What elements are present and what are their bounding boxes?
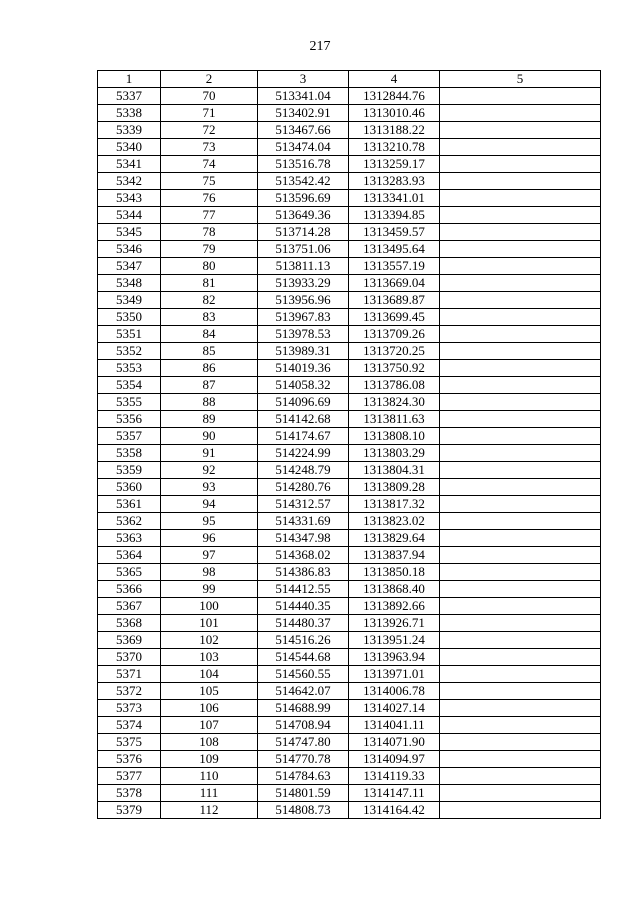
y-coordinate-cell: 1313804.31	[349, 462, 440, 479]
note-cell	[440, 564, 601, 581]
y-coordinate-cell: 1313824.30	[349, 394, 440, 411]
note-cell	[440, 768, 601, 785]
point-number-cell: 5365	[98, 564, 161, 581]
y-coordinate-cell: 1313951.24	[349, 632, 440, 649]
x-coordinate-cell: 513956.96	[258, 292, 349, 309]
point-number-cell: 5356	[98, 411, 161, 428]
x-coordinate-cell: 513751.06	[258, 241, 349, 258]
y-coordinate-cell: 1313850.18	[349, 564, 440, 581]
note-cell	[440, 309, 601, 326]
index-cell: 81	[161, 275, 258, 292]
point-number-cell: 5374	[98, 717, 161, 734]
y-coordinate-cell: 1313868.40	[349, 581, 440, 598]
point-number-cell: 5371	[98, 666, 161, 683]
table-row	[98, 751, 601, 768]
note-cell	[440, 547, 601, 564]
note-cell	[440, 139, 601, 156]
y-coordinate-cell: 1313811.63	[349, 411, 440, 428]
note-cell	[440, 513, 601, 530]
note-cell	[440, 122, 601, 139]
point-number-cell: 5361	[98, 496, 161, 513]
x-coordinate-cell: 513474.04	[258, 139, 349, 156]
note-cell	[440, 700, 601, 717]
index-cell: 110	[161, 768, 258, 785]
note-cell	[440, 802, 601, 819]
table-row	[98, 530, 601, 547]
x-coordinate-cell: 513467.66	[258, 122, 349, 139]
y-coordinate-cell: 1313892.66	[349, 598, 440, 615]
note-cell	[440, 428, 601, 445]
note-cell	[440, 734, 601, 751]
index-cell: 111	[161, 785, 258, 802]
point-number-cell: 5366	[98, 581, 161, 598]
point-number-cell: 5346	[98, 241, 161, 258]
x-coordinate-cell: 514312.57	[258, 496, 349, 513]
note-cell	[440, 717, 601, 734]
point-number-cell: 5357	[98, 428, 161, 445]
x-coordinate-cell: 514784.63	[258, 768, 349, 785]
note-cell	[440, 343, 601, 360]
index-cell: 108	[161, 734, 258, 751]
index-cell: 95	[161, 513, 258, 530]
note-cell	[440, 530, 601, 547]
note-cell	[440, 632, 601, 649]
y-coordinate-cell: 1314041.11	[349, 717, 440, 734]
point-number-cell: 5339	[98, 122, 161, 139]
note-cell	[440, 411, 601, 428]
y-coordinate-cell: 1313823.02	[349, 513, 440, 530]
y-coordinate-cell: 1313786.08	[349, 377, 440, 394]
index-cell: 74	[161, 156, 258, 173]
y-coordinate-cell: 1313010.46	[349, 105, 440, 122]
column-header-3: 3	[258, 71, 349, 88]
note-cell	[440, 258, 601, 275]
x-coordinate-cell: 514440.35	[258, 598, 349, 615]
point-number-cell: 5379	[98, 802, 161, 819]
y-coordinate-cell: 1313809.28	[349, 479, 440, 496]
index-cell: 97	[161, 547, 258, 564]
index-cell: 87	[161, 377, 258, 394]
table-row	[98, 258, 601, 275]
x-coordinate-cell: 514770.78	[258, 751, 349, 768]
x-coordinate-cell: 514386.83	[258, 564, 349, 581]
note-cell	[440, 496, 601, 513]
index-cell: 109	[161, 751, 258, 768]
coordinates-table	[97, 70, 601, 819]
point-number-cell: 5376	[98, 751, 161, 768]
note-cell	[440, 615, 601, 632]
note-cell	[440, 105, 601, 122]
table-row	[98, 462, 601, 479]
y-coordinate-cell: 1313459.57	[349, 224, 440, 241]
x-coordinate-cell: 513402.91	[258, 105, 349, 122]
index-cell: 107	[161, 717, 258, 734]
point-number-cell: 5341	[98, 156, 161, 173]
y-coordinate-cell: 1313709.26	[349, 326, 440, 343]
point-number-cell: 5373	[98, 700, 161, 717]
table-row	[98, 513, 601, 530]
y-coordinate-cell: 1313699.45	[349, 309, 440, 326]
point-number-cell: 5370	[98, 649, 161, 666]
point-number-cell: 5369	[98, 632, 161, 649]
column-header-5: 5	[440, 71, 601, 88]
point-number-cell: 5355	[98, 394, 161, 411]
y-coordinate-cell: 1313803.29	[349, 445, 440, 462]
y-coordinate-cell: 1313808.10	[349, 428, 440, 445]
point-number-cell: 5348	[98, 275, 161, 292]
note-cell	[440, 581, 601, 598]
table-row	[98, 105, 601, 122]
point-number-cell: 5350	[98, 309, 161, 326]
point-number-cell: 5368	[98, 615, 161, 632]
index-cell: 78	[161, 224, 258, 241]
x-coordinate-cell: 514808.73	[258, 802, 349, 819]
table-row	[98, 190, 601, 207]
x-coordinate-cell: 513542.42	[258, 173, 349, 190]
y-coordinate-cell: 1313837.94	[349, 547, 440, 564]
index-cell: 101	[161, 615, 258, 632]
x-coordinate-cell: 514058.32	[258, 377, 349, 394]
table-row	[98, 241, 601, 258]
y-coordinate-cell: 1313188.22	[349, 122, 440, 139]
x-coordinate-cell: 514708.94	[258, 717, 349, 734]
x-coordinate-cell: 513649.36	[258, 207, 349, 224]
point-number-cell: 5338	[98, 105, 161, 122]
index-cell: 79	[161, 241, 258, 258]
point-number-cell: 5337	[98, 88, 161, 105]
point-number-cell: 5342	[98, 173, 161, 190]
table-row	[98, 700, 601, 717]
index-cell: 100	[161, 598, 258, 615]
point-number-cell: 5360	[98, 479, 161, 496]
index-cell: 96	[161, 530, 258, 547]
note-cell	[440, 224, 601, 241]
y-coordinate-cell: 1313971.01	[349, 666, 440, 683]
index-cell: 71	[161, 105, 258, 122]
point-number-cell: 5362	[98, 513, 161, 530]
index-cell: 93	[161, 479, 258, 496]
x-coordinate-cell: 513341.04	[258, 88, 349, 105]
point-number-cell: 5363	[98, 530, 161, 547]
x-coordinate-cell: 514516.26	[258, 632, 349, 649]
note-cell	[440, 785, 601, 802]
y-coordinate-cell: 1312844.76	[349, 88, 440, 105]
index-cell: 112	[161, 802, 258, 819]
x-coordinate-cell: 513714.28	[258, 224, 349, 241]
x-coordinate-cell: 514480.37	[258, 615, 349, 632]
point-number-cell: 5344	[98, 207, 161, 224]
y-coordinate-cell: 1313210.78	[349, 139, 440, 156]
note-cell	[440, 88, 601, 105]
note-cell	[440, 275, 601, 292]
point-number-cell: 5349	[98, 292, 161, 309]
column-header-2: 2	[161, 71, 258, 88]
y-coordinate-cell: 1313283.93	[349, 173, 440, 190]
table-row	[98, 564, 601, 581]
table-row	[98, 768, 601, 785]
table-row	[98, 88, 601, 105]
table-row	[98, 445, 601, 462]
index-cell: 90	[161, 428, 258, 445]
y-coordinate-cell: 1313341.01	[349, 190, 440, 207]
y-coordinate-cell: 1314119.33	[349, 768, 440, 785]
table-body	[98, 88, 601, 819]
x-coordinate-cell: 513516.78	[258, 156, 349, 173]
x-coordinate-cell: 513967.83	[258, 309, 349, 326]
point-number-cell: 5358	[98, 445, 161, 462]
index-cell: 99	[161, 581, 258, 598]
point-number-cell: 5372	[98, 683, 161, 700]
point-number-cell: 5367	[98, 598, 161, 615]
index-cell: 89	[161, 411, 258, 428]
note-cell	[440, 360, 601, 377]
table-row	[98, 224, 601, 241]
x-coordinate-cell: 514688.99	[258, 700, 349, 717]
x-coordinate-cell: 514544.68	[258, 649, 349, 666]
x-coordinate-cell: 513978.53	[258, 326, 349, 343]
table-row	[98, 717, 601, 734]
note-cell	[440, 241, 601, 258]
x-coordinate-cell: 514142.68	[258, 411, 349, 428]
index-cell: 91	[161, 445, 258, 462]
table-row	[98, 479, 601, 496]
point-number-cell: 5354	[98, 377, 161, 394]
x-coordinate-cell: 514412.55	[258, 581, 349, 598]
table-row	[98, 632, 601, 649]
note-cell	[440, 649, 601, 666]
page-number: 217	[309, 39, 331, 54]
point-number-cell: 5378	[98, 785, 161, 802]
index-cell: 84	[161, 326, 258, 343]
table-row	[98, 326, 601, 343]
table-row	[98, 156, 601, 173]
index-cell: 86	[161, 360, 258, 377]
point-number-cell: 5359	[98, 462, 161, 479]
column-header-1: 1	[98, 71, 161, 88]
note-cell	[440, 377, 601, 394]
x-coordinate-cell: 514747.80	[258, 734, 349, 751]
x-coordinate-cell: 513989.31	[258, 343, 349, 360]
table-row	[98, 207, 601, 224]
point-number-cell: 5364	[98, 547, 161, 564]
index-cell: 76	[161, 190, 258, 207]
point-number-cell: 5340	[98, 139, 161, 156]
point-number-cell: 5343	[98, 190, 161, 207]
x-coordinate-cell: 514347.98	[258, 530, 349, 547]
note-cell	[440, 462, 601, 479]
index-cell: 83	[161, 309, 258, 326]
table-row	[98, 377, 601, 394]
y-coordinate-cell: 1313557.19	[349, 258, 440, 275]
y-coordinate-cell: 1313926.71	[349, 615, 440, 632]
note-cell	[440, 394, 601, 411]
table-row	[98, 360, 601, 377]
y-coordinate-cell: 1313963.94	[349, 649, 440, 666]
table-row	[98, 139, 601, 156]
table-row	[98, 734, 601, 751]
table-row	[98, 275, 601, 292]
point-number-cell: 5345	[98, 224, 161, 241]
y-coordinate-cell: 1313817.32	[349, 496, 440, 513]
note-cell	[440, 173, 601, 190]
y-coordinate-cell: 1313829.64	[349, 530, 440, 547]
table-row	[98, 683, 601, 700]
point-number-cell: 5352	[98, 343, 161, 360]
table-row	[98, 666, 601, 683]
table-row	[98, 411, 601, 428]
x-coordinate-cell: 514801.59	[258, 785, 349, 802]
index-cell: 73	[161, 139, 258, 156]
y-coordinate-cell: 1314164.42	[349, 802, 440, 819]
table-row	[98, 785, 601, 802]
x-coordinate-cell: 514280.76	[258, 479, 349, 496]
table-row	[98, 292, 601, 309]
y-coordinate-cell: 1314147.11	[349, 785, 440, 802]
table-row	[98, 496, 601, 513]
header-row	[98, 71, 601, 88]
note-cell	[440, 445, 601, 462]
y-coordinate-cell: 1313259.17	[349, 156, 440, 173]
x-coordinate-cell: 514560.55	[258, 666, 349, 683]
note-cell	[440, 683, 601, 700]
index-cell: 77	[161, 207, 258, 224]
index-cell: 85	[161, 343, 258, 360]
index-cell: 94	[161, 496, 258, 513]
note-cell	[440, 190, 601, 207]
x-coordinate-cell: 513933.29	[258, 275, 349, 292]
note-cell	[440, 156, 601, 173]
table-row	[98, 122, 601, 139]
index-cell: 92	[161, 462, 258, 479]
index-cell: 70	[161, 88, 258, 105]
y-coordinate-cell: 1314006.78	[349, 683, 440, 700]
table-row	[98, 309, 601, 326]
index-cell: 103	[161, 649, 258, 666]
table-row	[98, 649, 601, 666]
column-header-4: 4	[349, 71, 440, 88]
index-cell: 72	[161, 122, 258, 139]
table-row	[98, 802, 601, 819]
index-cell: 106	[161, 700, 258, 717]
index-cell: 75	[161, 173, 258, 190]
y-coordinate-cell: 1314027.14	[349, 700, 440, 717]
y-coordinate-cell: 1313750.92	[349, 360, 440, 377]
index-cell: 88	[161, 394, 258, 411]
note-cell	[440, 207, 601, 224]
index-cell: 104	[161, 666, 258, 683]
note-cell	[440, 479, 601, 496]
index-cell: 105	[161, 683, 258, 700]
table-row	[98, 173, 601, 190]
point-number-cell: 5377	[98, 768, 161, 785]
x-coordinate-cell: 514248.79	[258, 462, 349, 479]
table-row	[98, 394, 601, 411]
index-cell: 98	[161, 564, 258, 581]
point-number-cell: 5353	[98, 360, 161, 377]
y-coordinate-cell: 1314071.90	[349, 734, 440, 751]
table-row	[98, 547, 601, 564]
y-coordinate-cell: 1313394.85	[349, 207, 440, 224]
index-cell: 102	[161, 632, 258, 649]
x-coordinate-cell: 514642.07	[258, 683, 349, 700]
x-coordinate-cell: 514224.99	[258, 445, 349, 462]
x-coordinate-cell: 514331.69	[258, 513, 349, 530]
table-row	[98, 598, 601, 615]
x-coordinate-cell: 514368.02	[258, 547, 349, 564]
y-coordinate-cell: 1313720.25	[349, 343, 440, 360]
note-cell	[440, 292, 601, 309]
y-coordinate-cell: 1314094.97	[349, 751, 440, 768]
note-cell	[440, 326, 601, 343]
y-coordinate-cell: 1313669.04	[349, 275, 440, 292]
point-number-cell: 5347	[98, 258, 161, 275]
x-coordinate-cell: 513596.69	[258, 190, 349, 207]
note-cell	[440, 751, 601, 768]
x-coordinate-cell: 514096.69	[258, 394, 349, 411]
index-cell: 80	[161, 258, 258, 275]
index-cell: 82	[161, 292, 258, 309]
x-coordinate-cell: 513811.13	[258, 258, 349, 275]
note-cell	[440, 598, 601, 615]
table-row	[98, 343, 601, 360]
x-coordinate-cell: 514019.36	[258, 360, 349, 377]
table-row	[98, 581, 601, 598]
y-coordinate-cell: 1313495.64	[349, 241, 440, 258]
note-cell	[440, 666, 601, 683]
x-coordinate-cell: 514174.67	[258, 428, 349, 445]
table-row	[98, 615, 601, 632]
point-number-cell: 5351	[98, 326, 161, 343]
table-row	[98, 428, 601, 445]
y-coordinate-cell: 1313689.87	[349, 292, 440, 309]
point-number-cell: 5375	[98, 734, 161, 751]
